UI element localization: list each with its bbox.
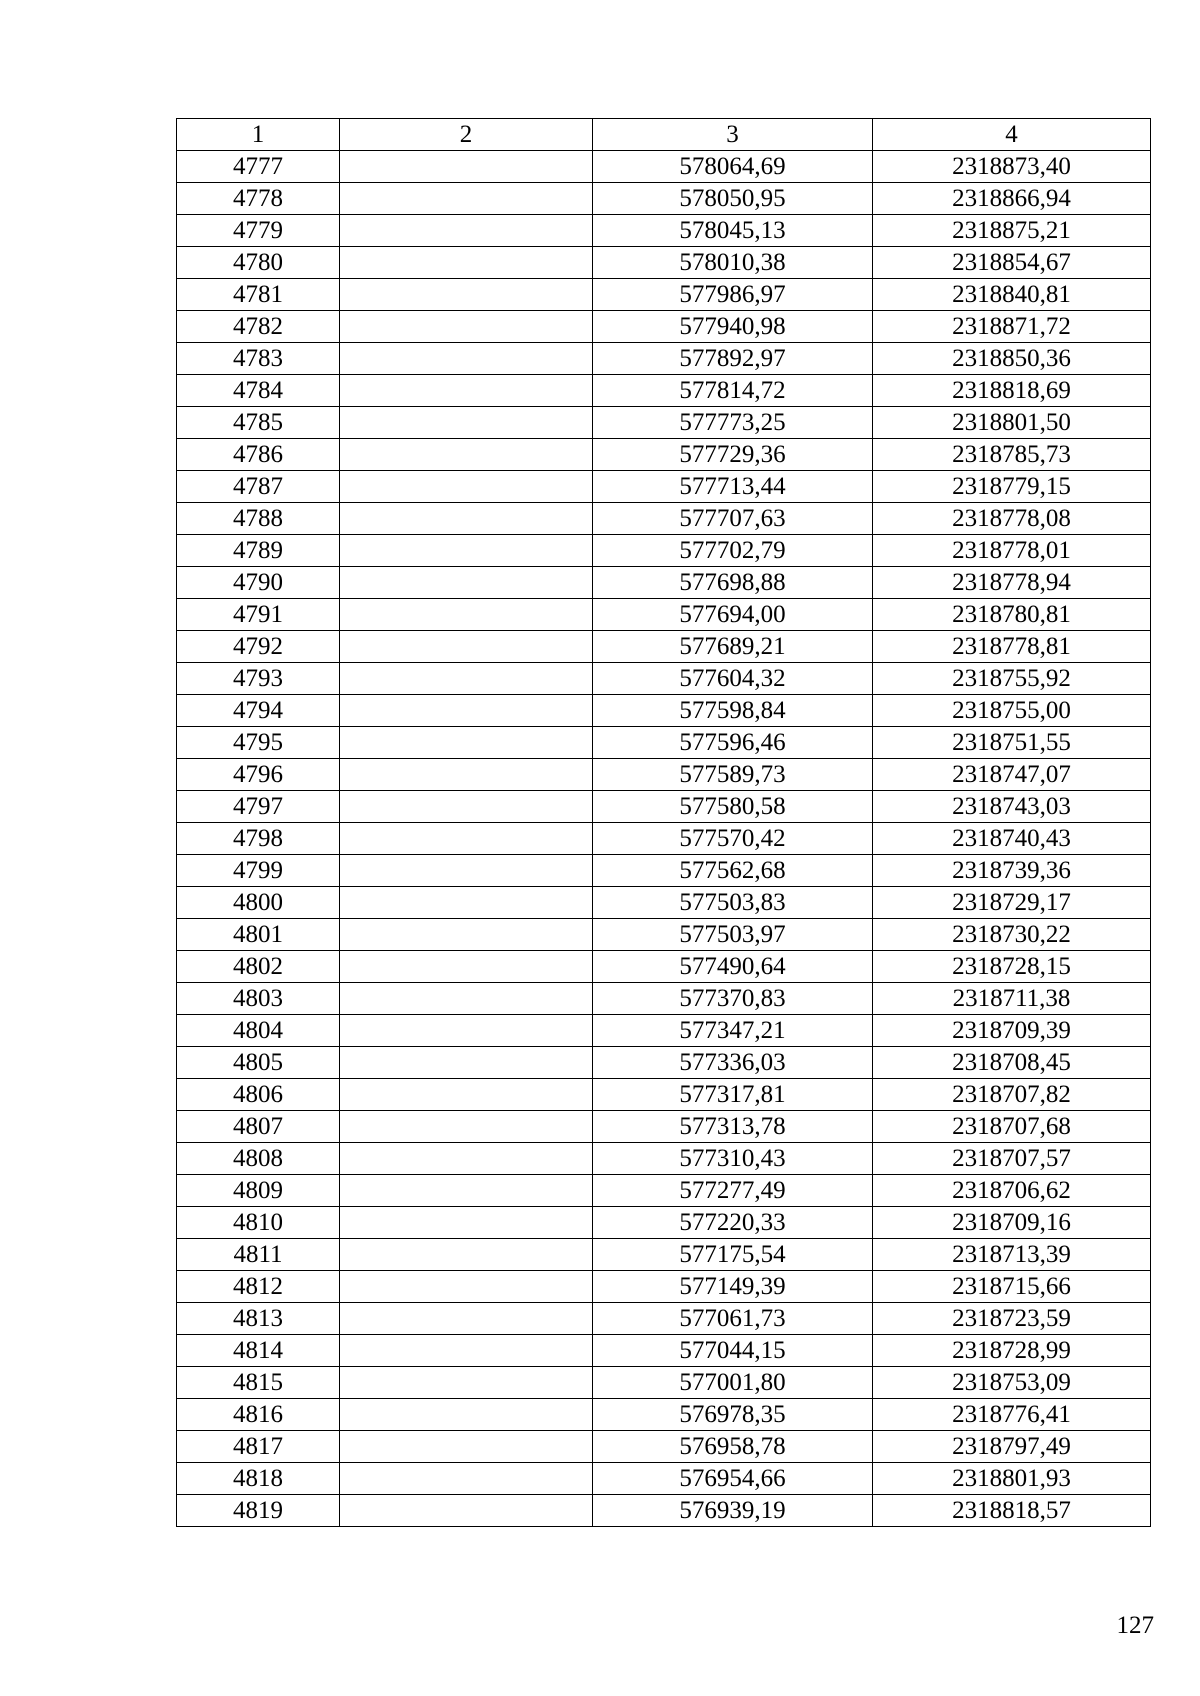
point-number-cell: 4791: [177, 599, 340, 631]
x-coordinate-cell: 577175,54: [593, 1239, 873, 1271]
table-row: [177, 631, 1151, 663]
y-coordinate-cell: 2318871,72: [873, 311, 1151, 343]
empty-cell: [340, 791, 593, 823]
empty-cell: [340, 1111, 593, 1143]
x-coordinate-cell: 577598,84: [593, 695, 873, 727]
y-coordinate-cell: 2318711,38: [873, 983, 1151, 1015]
x-coordinate-cell: 577589,73: [593, 759, 873, 791]
table-row: [177, 1463, 1151, 1495]
y-coordinate-cell: 2318785,73: [873, 439, 1151, 471]
x-coordinate-cell: 577892,97: [593, 343, 873, 375]
table-row: [177, 279, 1151, 311]
table-row: [177, 599, 1151, 631]
y-coordinate-cell: 2318776,41: [873, 1399, 1151, 1431]
point-number-cell: 4811: [177, 1239, 340, 1271]
point-number-cell: 4799: [177, 855, 340, 887]
table-row: [177, 759, 1151, 791]
table-row: [177, 439, 1151, 471]
x-coordinate-cell: 577503,83: [593, 887, 873, 919]
x-coordinate-cell: 577044,15: [593, 1335, 873, 1367]
x-coordinate-cell: 577149,39: [593, 1271, 873, 1303]
empty-cell: [340, 1463, 593, 1495]
x-coordinate-cell: 577313,78: [593, 1111, 873, 1143]
point-number-cell: 4794: [177, 695, 340, 727]
y-coordinate-cell: 2318707,82: [873, 1079, 1151, 1111]
empty-cell: [340, 695, 593, 727]
x-coordinate-cell: 577061,73: [593, 1303, 873, 1335]
table-body: [177, 151, 1151, 1527]
point-number-cell: 4784: [177, 375, 340, 407]
table-row: [177, 343, 1151, 375]
y-coordinate-cell: 2318723,59: [873, 1303, 1151, 1335]
point-number-cell: 4817: [177, 1431, 340, 1463]
point-number-cell: 4796: [177, 759, 340, 791]
point-number-cell: 4819: [177, 1495, 340, 1527]
y-coordinate-cell: 2318739,36: [873, 855, 1151, 887]
y-coordinate-cell: 2318779,15: [873, 471, 1151, 503]
point-number-cell: 4790: [177, 567, 340, 599]
point-number-cell: 4815: [177, 1367, 340, 1399]
table-row: [177, 1367, 1151, 1399]
x-coordinate-cell: 577347,21: [593, 1015, 873, 1047]
empty-cell: [340, 1143, 593, 1175]
y-coordinate-cell: 2318707,68: [873, 1111, 1151, 1143]
empty-cell: [340, 759, 593, 791]
table-row: [177, 695, 1151, 727]
empty-cell: [340, 1079, 593, 1111]
empty-cell: [340, 951, 593, 983]
table-row: [177, 471, 1151, 503]
y-coordinate-cell: 2318706,62: [873, 1175, 1151, 1207]
empty-cell: [340, 1431, 593, 1463]
column-header-1: 1: [177, 119, 340, 151]
page-number: 127: [1116, 1612, 1154, 1639]
point-number-cell: 4788: [177, 503, 340, 535]
table-row: [177, 1495, 1151, 1527]
empty-cell: [340, 503, 593, 535]
y-coordinate-cell: 2318728,15: [873, 951, 1151, 983]
x-coordinate-cell: 578064,69: [593, 151, 873, 183]
table-row: [177, 1047, 1151, 1079]
point-number-cell: 4810: [177, 1207, 340, 1239]
point-number-cell: 4818: [177, 1463, 340, 1495]
empty-cell: [340, 663, 593, 695]
y-coordinate-cell: 2318709,16: [873, 1207, 1151, 1239]
y-coordinate-cell: 2318713,39: [873, 1239, 1151, 1271]
y-coordinate-cell: 2318747,07: [873, 759, 1151, 791]
y-coordinate-cell: 2318707,57: [873, 1143, 1151, 1175]
x-coordinate-cell: 577986,97: [593, 279, 873, 311]
point-number-cell: 4785: [177, 407, 340, 439]
empty-cell: [340, 1399, 593, 1431]
y-coordinate-cell: 2318797,49: [873, 1431, 1151, 1463]
empty-cell: [340, 727, 593, 759]
table-row: [177, 375, 1151, 407]
point-number-cell: 4792: [177, 631, 340, 663]
y-coordinate-cell: 2318801,50: [873, 407, 1151, 439]
empty-cell: [340, 599, 593, 631]
empty-cell: [340, 1271, 593, 1303]
y-coordinate-cell: 2318751,55: [873, 727, 1151, 759]
x-coordinate-cell: 577713,44: [593, 471, 873, 503]
x-coordinate-cell: 577317,81: [593, 1079, 873, 1111]
empty-cell: [340, 151, 593, 183]
y-coordinate-cell: 2318740,43: [873, 823, 1151, 855]
table-row: [177, 855, 1151, 887]
x-coordinate-cell: 576939,19: [593, 1495, 873, 1527]
x-coordinate-cell: 577773,25: [593, 407, 873, 439]
table-row: [177, 1175, 1151, 1207]
column-header-2: 2: [340, 119, 593, 151]
y-coordinate-cell: 2318840,81: [873, 279, 1151, 311]
point-number-cell: 4797: [177, 791, 340, 823]
table-row: [177, 1207, 1151, 1239]
point-number-cell: 4783: [177, 343, 340, 375]
empty-cell: [340, 343, 593, 375]
x-coordinate-cell: 577707,63: [593, 503, 873, 535]
table-row: [177, 215, 1151, 247]
empty-cell: [340, 311, 593, 343]
empty-cell: [340, 631, 593, 663]
y-coordinate-cell: 2318873,40: [873, 151, 1151, 183]
x-coordinate-cell: 577503,97: [593, 919, 873, 951]
table-row: [177, 1399, 1151, 1431]
y-coordinate-cell: 2318753,09: [873, 1367, 1151, 1399]
y-coordinate-cell: 2318755,00: [873, 695, 1151, 727]
y-coordinate-cell: 2318875,21: [873, 215, 1151, 247]
point-number-cell: 4795: [177, 727, 340, 759]
point-number-cell: 4798: [177, 823, 340, 855]
empty-cell: [340, 1495, 593, 1527]
table-row: [177, 1079, 1151, 1111]
point-number-cell: 4787: [177, 471, 340, 503]
point-number-cell: 4804: [177, 1015, 340, 1047]
table-row: [177, 887, 1151, 919]
point-number-cell: 4812: [177, 1271, 340, 1303]
x-coordinate-cell: 577814,72: [593, 375, 873, 407]
table-row: [177, 1335, 1151, 1367]
table-row: [177, 727, 1151, 759]
y-coordinate-cell: 2318854,67: [873, 247, 1151, 279]
table-row: [177, 791, 1151, 823]
y-coordinate-cell: 2318778,94: [873, 567, 1151, 599]
point-number-cell: 4807: [177, 1111, 340, 1143]
empty-cell: [340, 1175, 593, 1207]
y-coordinate-cell: 2318709,39: [873, 1015, 1151, 1047]
x-coordinate-cell: 577694,00: [593, 599, 873, 631]
x-coordinate-cell: 578045,13: [593, 215, 873, 247]
y-coordinate-cell: 2318778,01: [873, 535, 1151, 567]
y-coordinate-cell: 2318850,36: [873, 343, 1151, 375]
table-row: [177, 823, 1151, 855]
empty-cell: [340, 1367, 593, 1399]
point-number-cell: 4813: [177, 1303, 340, 1335]
point-number-cell: 4816: [177, 1399, 340, 1431]
empty-cell: [340, 215, 593, 247]
table-row: [177, 1143, 1151, 1175]
point-number-cell: 4780: [177, 247, 340, 279]
empty-cell: [340, 471, 593, 503]
x-coordinate-cell: 576978,35: [593, 1399, 873, 1431]
table-row: [177, 503, 1151, 535]
empty-cell: [340, 407, 593, 439]
y-coordinate-cell: 2318778,81: [873, 631, 1151, 663]
x-coordinate-cell: 577570,42: [593, 823, 873, 855]
empty-cell: [340, 1015, 593, 1047]
x-coordinate-cell: 577940,98: [593, 311, 873, 343]
x-coordinate-cell: 577277,49: [593, 1175, 873, 1207]
point-number-cell: 4814: [177, 1335, 340, 1367]
point-number-cell: 4779: [177, 215, 340, 247]
y-coordinate-cell: 2318708,45: [873, 1047, 1151, 1079]
empty-cell: [340, 1303, 593, 1335]
table-row: [177, 535, 1151, 567]
x-coordinate-cell: 577729,36: [593, 439, 873, 471]
point-number-cell: 4800: [177, 887, 340, 919]
x-coordinate-cell: 577596,46: [593, 727, 873, 759]
x-coordinate-cell: 577001,80: [593, 1367, 873, 1399]
empty-cell: [340, 567, 593, 599]
table-row: [177, 1015, 1151, 1047]
x-coordinate-cell: 577490,64: [593, 951, 873, 983]
column-header-3: 3: [593, 119, 873, 151]
table-row: [177, 183, 1151, 215]
point-number-cell: 4808: [177, 1143, 340, 1175]
table-row: [177, 663, 1151, 695]
column-header-4: 4: [873, 119, 1151, 151]
table-row: [177, 951, 1151, 983]
empty-cell: [340, 983, 593, 1015]
y-coordinate-cell: 2318730,22: [873, 919, 1151, 951]
point-number-cell: 4786: [177, 439, 340, 471]
y-coordinate-cell: 2318818,57: [873, 1495, 1151, 1527]
coordinates-table: [176, 118, 1151, 1527]
y-coordinate-cell: 2318715,66: [873, 1271, 1151, 1303]
table-header-row: [177, 119, 1151, 151]
table-row: [177, 247, 1151, 279]
empty-cell: [340, 1047, 593, 1079]
point-number-cell: 4803: [177, 983, 340, 1015]
empty-cell: [340, 375, 593, 407]
empty-cell: [340, 1207, 593, 1239]
empty-cell: [340, 535, 593, 567]
x-coordinate-cell: 577702,79: [593, 535, 873, 567]
point-number-cell: 4778: [177, 183, 340, 215]
point-number-cell: 4801: [177, 919, 340, 951]
x-coordinate-cell: 577604,32: [593, 663, 873, 695]
y-coordinate-cell: 2318866,94: [873, 183, 1151, 215]
empty-cell: [340, 183, 593, 215]
table-row: [177, 1303, 1151, 1335]
x-coordinate-cell: 577698,88: [593, 567, 873, 599]
table-row: [177, 567, 1151, 599]
x-coordinate-cell: 577310,43: [593, 1143, 873, 1175]
x-coordinate-cell: 577689,21: [593, 631, 873, 663]
point-number-cell: 4809: [177, 1175, 340, 1207]
point-number-cell: 4793: [177, 663, 340, 695]
table-row: [177, 1431, 1151, 1463]
empty-cell: [340, 855, 593, 887]
point-number-cell: 4782: [177, 311, 340, 343]
empty-cell: [340, 279, 593, 311]
point-number-cell: 4777: [177, 151, 340, 183]
y-coordinate-cell: 2318778,08: [873, 503, 1151, 535]
empty-cell: [340, 823, 593, 855]
y-coordinate-cell: 2318743,03: [873, 791, 1151, 823]
table-row: [177, 919, 1151, 951]
x-coordinate-cell: 576954,66: [593, 1463, 873, 1495]
y-coordinate-cell: 2318801,93: [873, 1463, 1151, 1495]
point-number-cell: 4805: [177, 1047, 340, 1079]
y-coordinate-cell: 2318728,99: [873, 1335, 1151, 1367]
empty-cell: [340, 1335, 593, 1367]
x-coordinate-cell: 578050,95: [593, 183, 873, 215]
empty-cell: [340, 887, 593, 919]
x-coordinate-cell: 577580,58: [593, 791, 873, 823]
table-row: [177, 1111, 1151, 1143]
empty-cell: [340, 1239, 593, 1271]
point-number-cell: 4781: [177, 279, 340, 311]
empty-cell: [340, 919, 593, 951]
y-coordinate-cell: 2318729,17: [873, 887, 1151, 919]
table-row: [177, 311, 1151, 343]
y-coordinate-cell: 2318755,92: [873, 663, 1151, 695]
point-number-cell: 4806: [177, 1079, 340, 1111]
table-row: [177, 1271, 1151, 1303]
table-row: [177, 151, 1151, 183]
x-coordinate-cell: 577562,68: [593, 855, 873, 887]
x-coordinate-cell: 578010,38: [593, 247, 873, 279]
point-number-cell: 4802: [177, 951, 340, 983]
y-coordinate-cell: 2318818,69: [873, 375, 1151, 407]
table-row: [177, 1239, 1151, 1271]
table-row: [177, 407, 1151, 439]
x-coordinate-cell: 577220,33: [593, 1207, 873, 1239]
x-coordinate-cell: 576958,78: [593, 1431, 873, 1463]
x-coordinate-cell: 577336,03: [593, 1047, 873, 1079]
point-number-cell: 4789: [177, 535, 340, 567]
x-coordinate-cell: 577370,83: [593, 983, 873, 1015]
empty-cell: [340, 247, 593, 279]
y-coordinate-cell: 2318780,81: [873, 599, 1151, 631]
table-row: [177, 983, 1151, 1015]
empty-cell: [340, 439, 593, 471]
